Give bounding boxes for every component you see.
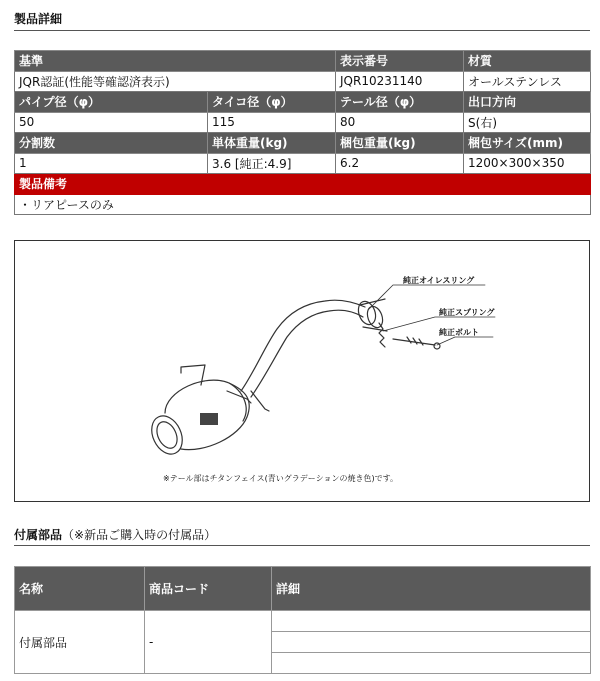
value-accessory-detail (272, 632, 591, 653)
header-details: 詳細 (272, 567, 591, 611)
brand-badge (200, 413, 218, 425)
table-row (15, 51, 591, 72)
value-pipe-diameter: 50 (15, 112, 208, 133)
header-exit-direction: 出口方向 (464, 92, 591, 113)
product-details-title: 製品詳細 (14, 12, 63, 26)
header-package-size: 梱包サイズ(mm) (464, 133, 591, 154)
table-row (15, 194, 591, 215)
value-package-weight: 6.2 (336, 153, 464, 174)
titanium-note: ※テール部はチタンフェイス(青いグラデーションの焼き色)です。 (163, 474, 398, 483)
spec-table (14, 50, 591, 215)
table-row (15, 153, 591, 174)
accessories-table (14, 566, 591, 674)
muffler-illustration (15, 241, 591, 503)
header-unit-weight: 単体重量(kg) (208, 133, 336, 154)
header-pieces: 分割数 (15, 133, 208, 154)
value-accessory-name: 付属部品 (15, 611, 145, 674)
section-divider (14, 545, 590, 546)
value-accessory-detail (272, 653, 591, 674)
value-accessory-code: - (145, 611, 272, 674)
header-material: 材質 (464, 51, 591, 72)
value-standard: JQR認証(性能等確認済表示) (15, 71, 336, 92)
value-exit-direction: S(右) (464, 112, 591, 133)
value-remarks: ・リアピースのみ (15, 194, 591, 215)
header-silencer-diameter: タイコ径（φ） (208, 92, 336, 113)
table-row (15, 611, 591, 632)
value-unit-weight: 3.6 [純正:4.9] (208, 153, 336, 174)
table-row (15, 71, 591, 92)
header-name: 名称 (15, 567, 145, 611)
header-pipe-diameter: パイプ径（φ） (15, 92, 208, 113)
accessories-title (14, 526, 216, 543)
callout-bolt: 純正ボルト (439, 327, 479, 337)
header-package-weight: 梱包重量(kg) (336, 133, 464, 154)
value-display-number: JQR10231140 (336, 71, 464, 92)
value-tail-diameter: 80 (336, 112, 464, 133)
callout-spring: 純正スプリング (439, 307, 495, 317)
value-accessory-detail (272, 611, 591, 632)
table-row (15, 92, 591, 113)
header-product-code: 商品コード (145, 567, 272, 611)
accessories-title-main: 付属部品 (14, 528, 63, 542)
value-silencer-diameter: 115 (208, 112, 336, 133)
section-divider (14, 30, 590, 31)
header-tail-diameter: テール径（φ） (336, 92, 464, 113)
header-standard: 基準 (15, 51, 336, 72)
table-row (15, 112, 591, 133)
value-pieces: 1 (15, 153, 208, 174)
product-diagram (14, 240, 590, 502)
header-display-number: 表示番号 (336, 51, 464, 72)
table-row (15, 174, 591, 195)
accessories-title-sub: （※新品ご購入時の付属品） (62, 528, 217, 542)
table-row (15, 133, 591, 154)
value-material: オールステンレス (464, 71, 591, 92)
callout-oiles-ring: 純正オイレスリング (403, 275, 475, 285)
table-row (15, 567, 591, 611)
header-remarks: 製品備考 (15, 174, 591, 195)
value-package-size: 1200×300×350 (464, 153, 591, 174)
